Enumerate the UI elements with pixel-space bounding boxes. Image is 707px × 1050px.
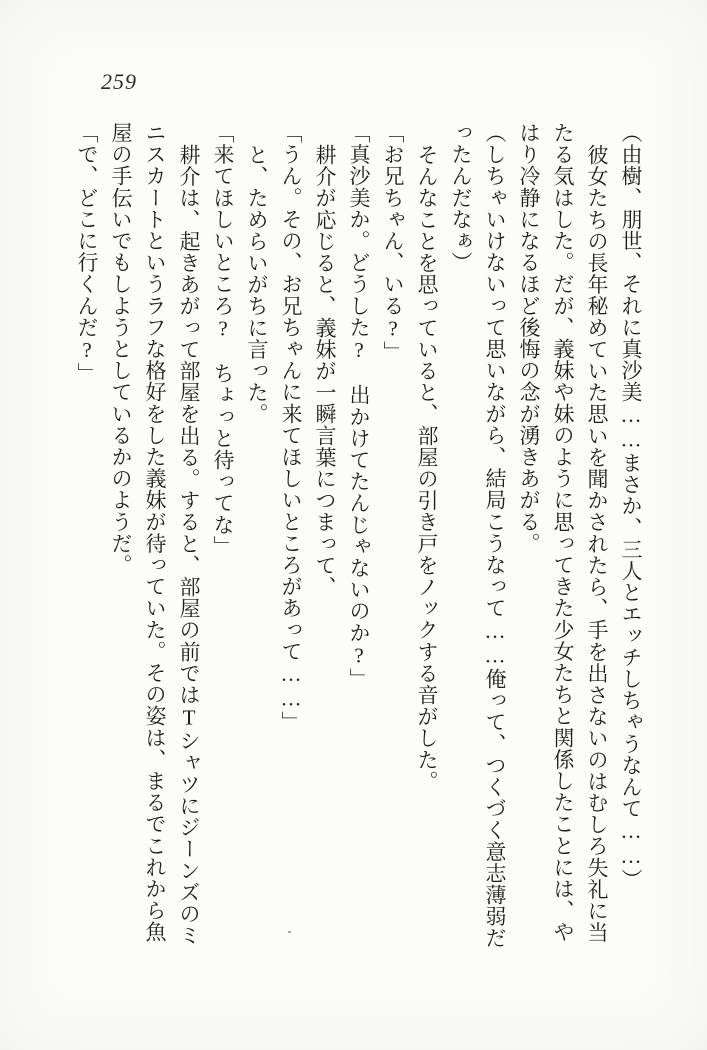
text-column: 屋の手伝いでもしようとしているかのようだ。: [109, 122, 133, 576]
text-column: 「来てほしいところ? ちょっと待ってな」: [211, 122, 235, 557]
text-column: ニスカートというラフな格好をした義妹が待っていた。その姿は、まるでこれから魚: [143, 122, 167, 943]
text-column: 彼女たちの長年秘めていた思いを聞かされたら、手を出さないのはむしろ失礼に当: [585, 144, 609, 944]
text-column: 「真沙美か。どうした? 出かけてたんじゃないのか?」: [347, 122, 371, 690]
text-column: 「うん。その、お兄ちゃんに来てほしいところがあって……」: [279, 122, 303, 733]
text-column: 耕介が応じると、義妹が一瞬言葉につまって、: [313, 144, 337, 598]
text-column: 「で、どこに行くんだ?」: [75, 122, 99, 385]
text-column: （由樹、朋世、それに真沙美……まさか、三人とエッチしちゃうなんて……）: [619, 122, 643, 890]
text-column: 耕介は、起きあがって部屋を出る。すると、部屋の前ではTシャツにジーンズのミ: [177, 144, 201, 947]
text-column: と、ためらいがちに言った。: [245, 144, 269, 425]
text-column: （しちゃいけないって思いながら、結局こうなって……俺って、つくづく意志薄弱だ: [483, 122, 507, 949]
page-number: 259: [101, 69, 137, 94]
scan-noise-speck: [288, 931, 291, 933]
text-column: はり冷静になるほど後悔の念が湧きあがる。: [517, 122, 541, 554]
text-column: たる気はした。だが、義妹や妹のように思ってきた少女たちと関係したことには、や: [551, 122, 575, 943]
text-column: 「お兄ちゃん、いる?」: [381, 122, 405, 363]
text-column: そんなことを思っていると、部屋の引き戸をノックする音がした。: [415, 144, 439, 792]
page-text-block: [68, 122, 648, 948]
text-column: ったんだなぁ）: [449, 122, 473, 274]
